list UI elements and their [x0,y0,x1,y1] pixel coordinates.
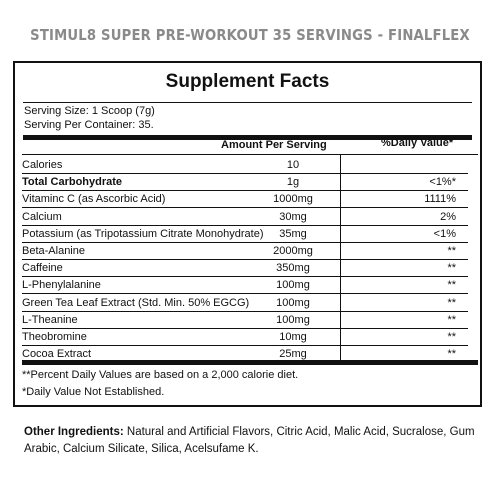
nutrient-row [22,174,468,191]
nutrient-row [22,312,468,329]
nutrient-row [22,329,468,346]
nutrient-name: Beta-Alanine [22,245,85,257]
header-divider [22,154,478,155]
other-ingredients-text: Natural and Artificial Flavors, Citric Acid, Malic Acid, Sucralose, Gum Arabic, Calcium Silicate, Silica, Acelsufame K. [24,426,475,455]
nutrient-name: Total Carbohydrate [22,176,123,189]
nutrient-row [22,295,468,312]
nutrient-daily-value: ** [447,331,456,343]
nutrient-daily-value: ** [447,262,456,275]
nutrient-amount: 100mg [276,279,310,292]
nutrient-row [22,260,468,277]
nutrient-name: Cocoa Extract [22,348,92,361]
nutrient-amount: 100mg [276,296,310,309]
nutrient-amount: 1g [286,176,300,189]
nutrient-amount: 2000mg [273,245,313,257]
nutrient-amount: 10mg [279,331,307,343]
nutrient-name: Calcium [22,210,62,223]
nutrient-daily-value: <1%* [429,176,456,189]
nutrient-amount: 35mg [279,227,307,240]
nutrient-name: Green Tea Leaf Extract (Std. Min. 50% EGCG) [22,296,250,309]
nutrient-daily-value: ** [447,313,456,326]
nutrient-daily-value: 2% [440,210,456,223]
nutrient-row [22,243,468,260]
nutrient-daily-value: 1111% [424,193,456,206]
amount-column-divider [340,155,341,360]
nutrient-daily-value: <1% [433,227,456,240]
nutrient-name: Caffeine [22,262,63,275]
other-ingredients [24,424,480,458]
nutrient-row [22,157,468,174]
footnote-not-established: *Daily Value Not Established. [22,386,165,398]
daily-value-header: %Daily Value* [381,137,454,149]
nutrient-name: L-Phenylalanine [22,279,101,292]
nutrient-name: Vitaminc C (as Ascorbic Acid) [22,193,166,206]
table-bottom-divider [22,360,478,365]
nutrient-amount: 350mg [276,262,310,275]
supplement-facts-heading: Supplement Facts [165,71,330,92]
nutrient-daily-value: ** [447,348,456,361]
nutrient-amount: 100mg [276,313,310,326]
amount-per-serving-header: Amount Per Serving [221,139,327,151]
footnote-percent-daily: **Percent Daily Values are based on a 2,000 calorie diet. [22,369,299,381]
nutrient-amount: 10 [286,159,300,171]
nutrient-name: Potassium (as Tripotassium Citrate Monohydrate) [22,227,264,240]
nutrient-name: Theobromine [22,331,87,343]
nutrient-row [22,209,468,226]
nutrient-name: Calories [22,159,63,171]
nutrient-row [22,277,468,294]
nutrient-name: L-Theanine [22,313,78,326]
heading-divider [23,102,472,103]
nutrient-daily-value: ** [447,245,456,257]
servings-per-container: Serving Per Container: 35. [24,119,154,131]
product-title: STIMUL8 SUPER PRE-WORKOUT 35 SERVINGS - FINALFLEX [30,26,470,44]
serving-size: Serving Size: 1 Scoop (7g) [24,105,155,117]
other-ingredients-label: Other Ingredients: [24,426,124,438]
nutrient-daily-value: ** [447,296,456,309]
nutrient-amount: 30mg [279,210,307,223]
nutrient-daily-value: ** [447,279,456,292]
nutrient-row [22,226,468,243]
nutrient-amount: 25mg [279,348,307,361]
nutrient-row [22,191,468,208]
nutrient-amount: 1000mg [273,193,313,206]
